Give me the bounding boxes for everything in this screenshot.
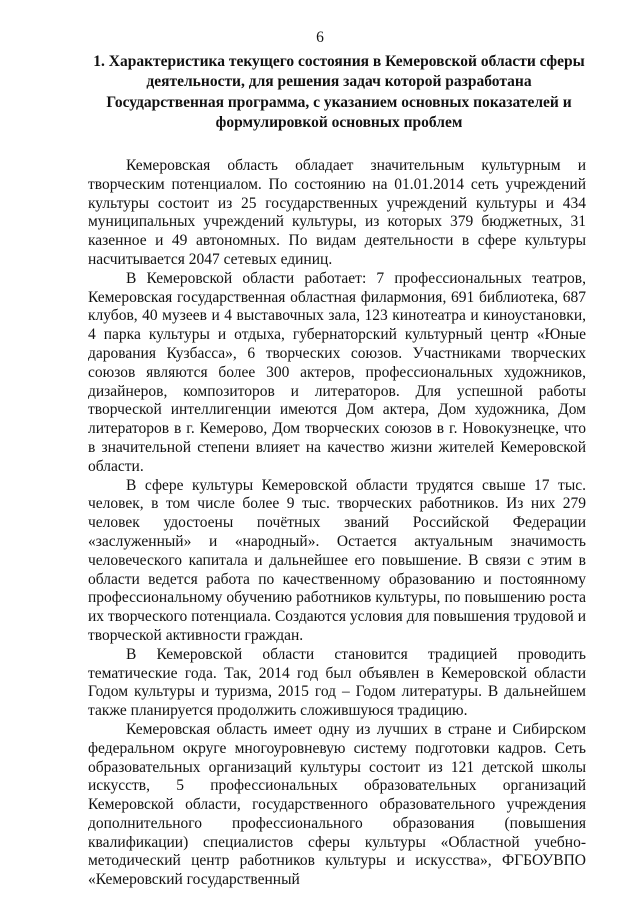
paragraph: В Кемеровской области становится традицией проводить тематические года. Так, 2014 год был объявлен в Кемеровской области Годом культуры и туризма, 2015 год – Годом литературы. В дальнейшем также планируется продолжить сложившуюся традицию. <box>88 645 586 720</box>
paragraph: В Кемеровской области работает: 7 профессиональных театров, Кемеровская государственная областная филармония, 691 библиотека, 687 клубов, 40 музеев и 4 выставочных зала, 123 кинотеатра и киноустановки, 4 парка культуры и отдыха, губернаторский культурный центр «Юные дарования Кузбасса», 6 творческих союзов. Участниками творческих союзов являются более 300 актеров, профессиональных художников, дизайнеров, композиторов и литераторов. Для успешной работы творческой интеллигенции имеются Дом актера, Дом художника, Дом литераторов в г. Кемерово, Дом творческих союзов в г. Новокузнецке, что в значительной степени влияет на качество жизни жителей Кемеровской области. <box>88 269 586 475</box>
body-text <box>88 157 586 890</box>
paragraph: Кемеровская область обладает значительным культурным и творческим потенциалом. По состоянию на 01.01.2014 сеть учреждений культуры состоит из 25 государственных учреждений культуры и 434 муниципальных учреждений культуры, из которых 379 бюджетных, 31 казенное и 49 автономных. По видам деятельности в сфере культуры насчитывается 2047 сетевых единиц. <box>88 157 586 268</box>
paragraph: Кемеровская область имеет одну из лучших в стране и Сибирском федеральном округе многоуровневую систему подготовки кадров. Сеть образовательных организаций культуры состоит из 121 детской школы искусств, 5 профессиональных образовательных организаций Кемеровской области, государственного образовательного учреждения дополнительного профессионального образования (повышения квалификации) специалистов сферы культуры «Областной учебно-методический центр работников культуры и искусства», ФГБОУВПО «Кемеровский государственный <box>88 720 586 889</box>
section-heading: 1. Характеристика текущего состояния в Кемеровской области сферы деятельности, для решения задач которой разработана Государственная программа, с указанием основных показателей и формулировкой основных проблем <box>93 53 585 132</box>
paragraph: В сфере культуры Кемеровской области трудятся свыше 17 тыс. человек, в том числе более 9 тыс. творческих работников. Из них 279 человек удостоены почётных званий Российской Федерации «заслуженный» и «народный». Остается актуальным значимость человеческого капитала и дальнейшее его повышение. В связи с этим в области ведется работа по качественному образованию и постоянному профессиональному обучению работников культуры, по повышению роста их творческого потенциала. Создаются условия для повышения трудовой и творческой активности граждан. <box>88 476 586 644</box>
page-number: 6 <box>316 29 324 46</box>
